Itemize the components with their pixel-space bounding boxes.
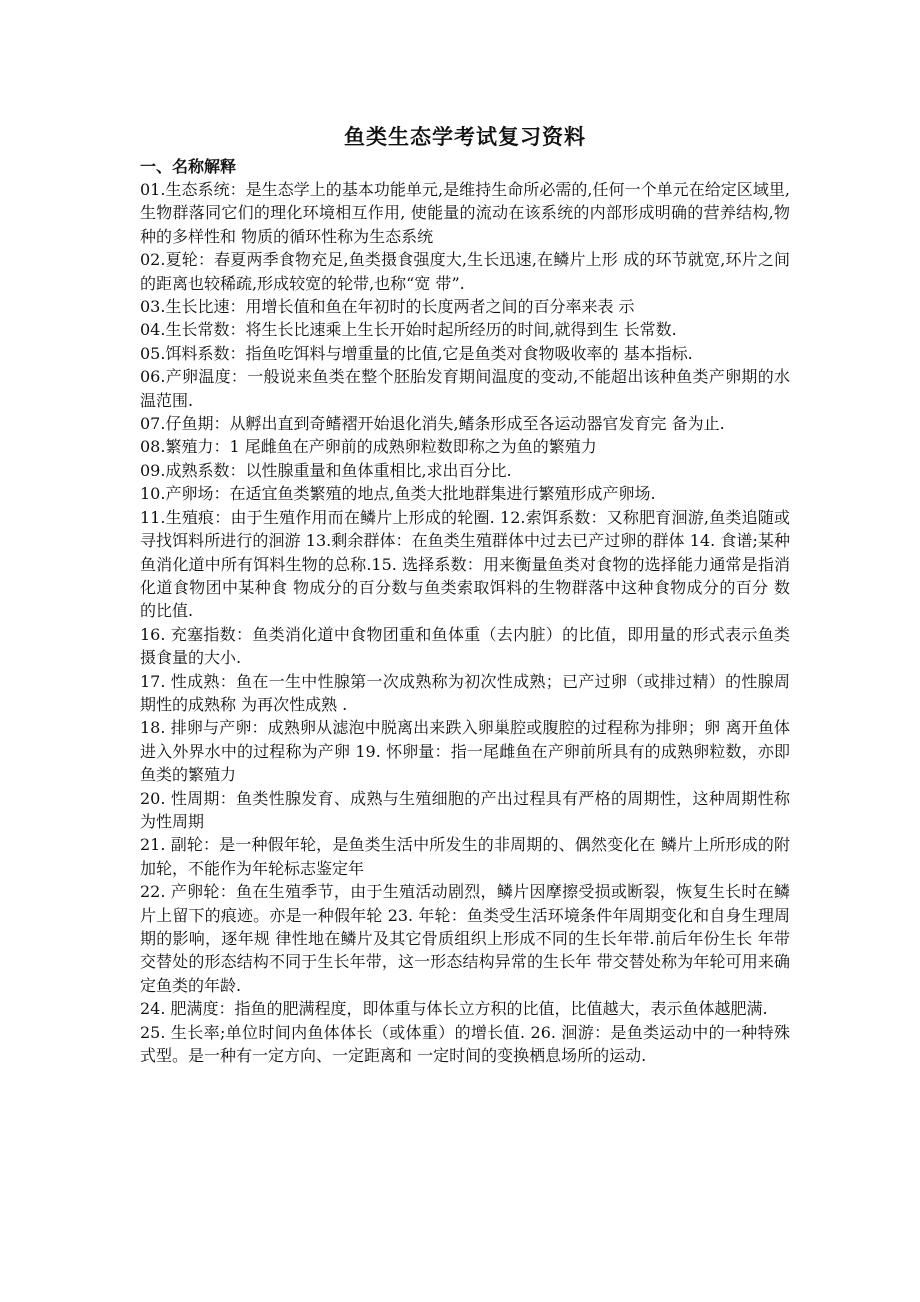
term-entry: 25. 生长率;单位时间内鱼体体长（或体重）的增长值. 26. 洄游：是鱼类运动中的一种特殊式型。是一种有一定方向、一定距离和 一定时间的变换栖息场所的运动. — [140, 1022, 790, 1066]
term-entry: 07.仔鱼期：从孵出直到奇鳍褶开始退化消失,鳍条形成至各运动器官发育完 备为止. — [140, 414, 725, 434]
term-entry: 17. 性成熟：鱼在一生中性腺第一次成熟称为初次性成熟；已产过卵（或排过精）的性腺周期性的成熟称 为再次性成熟 . — [140, 671, 790, 714]
term-entry: 01.生态系统：是生态学上的基本功能单元,是维持生命所必需的,任何一个单元在给定区域里,生物群落同它们的理化环境相互作用, 使能量的流动在该系统的内部形成明确的营养结构,物种的多样性和 物质的循环性称为生态系统 — [140, 180, 790, 246]
term-entry: 11.生殖痕：由于生殖作用而在鳞片上形成的轮圈. 12.索饵系数：又称肥育洄游,鱼类追随或寻找饵料所进行的洄游 13.剩余群体：在鱼类生殖群体中过去已产过卵的群体 14. 食谱;某种鱼消化道中所有饵料生物的总称.15. 选择系数：用来衡量鱼类对食物的选择能力通常是指消化道食物团中某种食 物成分的百分数与鱼类索取饵料的生物群落中这种食物成分的百分 数的比值. — [140, 507, 790, 621]
term-entry: 03.生长比速：用增长值和鱼在年初时的长度两者之间的百分率来表 示 — [140, 297, 635, 317]
term-entry: 22. 产卵轮：鱼在生殖季节，由于生殖活动剧烈，鳞片因摩擦受损或断裂，恢复生长时在鳞片上留下的痕迹。亦是一种假年轮 23. 年轮：鱼类受生活环境条件年周期变化和自身生理周期的影响，逐年规 律性地在鳞片及其它骨质组织上形成不同的生长年带.前后年份生长 年带交替处的形态结构不同于生长年带，这一形态结构异常的生长年 带交替处称为年轮可用来确定鱼类的年龄. — [140, 882, 790, 995]
term-entry: 05.饵料系数：指鱼吃饵料与增重量的比值,它是鱼类对食物吸收率的 基本指标. — [140, 343, 693, 363]
term-entry: 18. 排卵与产卵：成熟卵从滤泡中脱离出来跌入卵巢腔或腹腔的过程称为排卵；卵 离开鱼体进入外界水中的过程称为产卵 19. 怀卵量：指一尾雌鱼在产卵前所具有的成熟卵粒数，亦即鱼类的繁殖力 — [140, 718, 790, 785]
term-entry: 09.成熟系数：以性腺重量和鱼体重相比,求出百分比. — [140, 460, 512, 480]
term-entry: 10.产卵场：在适宜鱼类繁殖的地点,鱼类大批地群集进行繁殖形成产卵场. — [140, 484, 656, 504]
term-entry: 24. 肥满度：指鱼的肥满程度，即体重与体长立方积的比值，比值越大，表示鱼体越肥满. — [140, 999, 768, 1019]
term-entry: 02.夏轮：春夏两季食物充足,鱼类摄食强度大,生长迅速,在鳞片上形 成的环节就宽,环片之间的距离也较稀疏,形成较宽的轮带,也称“宽 带”. — [140, 250, 790, 293]
document-page — [140, 122, 790, 1067]
term-definition-list — [140, 178, 790, 1067]
term-entry: 20. 性周期：鱼类性腺发育、成熟与生殖细胞的产出过程具有严格的周期性，这种周期性称为性周期 — [140, 788, 790, 831]
term-entry: 08.繁殖力：1 尾雌鱼在产卵前的成熟卵粒数即称之为鱼的繁殖力 — [140, 437, 597, 457]
section-heading: 一、名称解释 — [140, 157, 237, 176]
term-entry: 04.生长常数：将生长比速乘上生长开始时起所经历的时间,就得到生 长常数. — [140, 320, 677, 340]
term-entry: 16. 充塞指数：鱼类消化道中食物团重和鱼体重（去内脏）的比值，即用量的形式表示鱼类摄食量的大小. — [140, 624, 790, 668]
document-title: 鱼类生态学考试复习资料 — [344, 124, 586, 149]
term-entry: 06.产卵温度：一般说来鱼类在整个胚胎发育期间温度的变动,不能超出该种鱼类产卵期的水温范围. — [140, 367, 790, 410]
term-entry: 21. 副轮：是一种假年轮，是鱼类生活中所发生的非周期的、偶然变化在 鳞片上所形成的附加轮，不能作为年轮标志鉴定年 — [140, 835, 790, 878]
